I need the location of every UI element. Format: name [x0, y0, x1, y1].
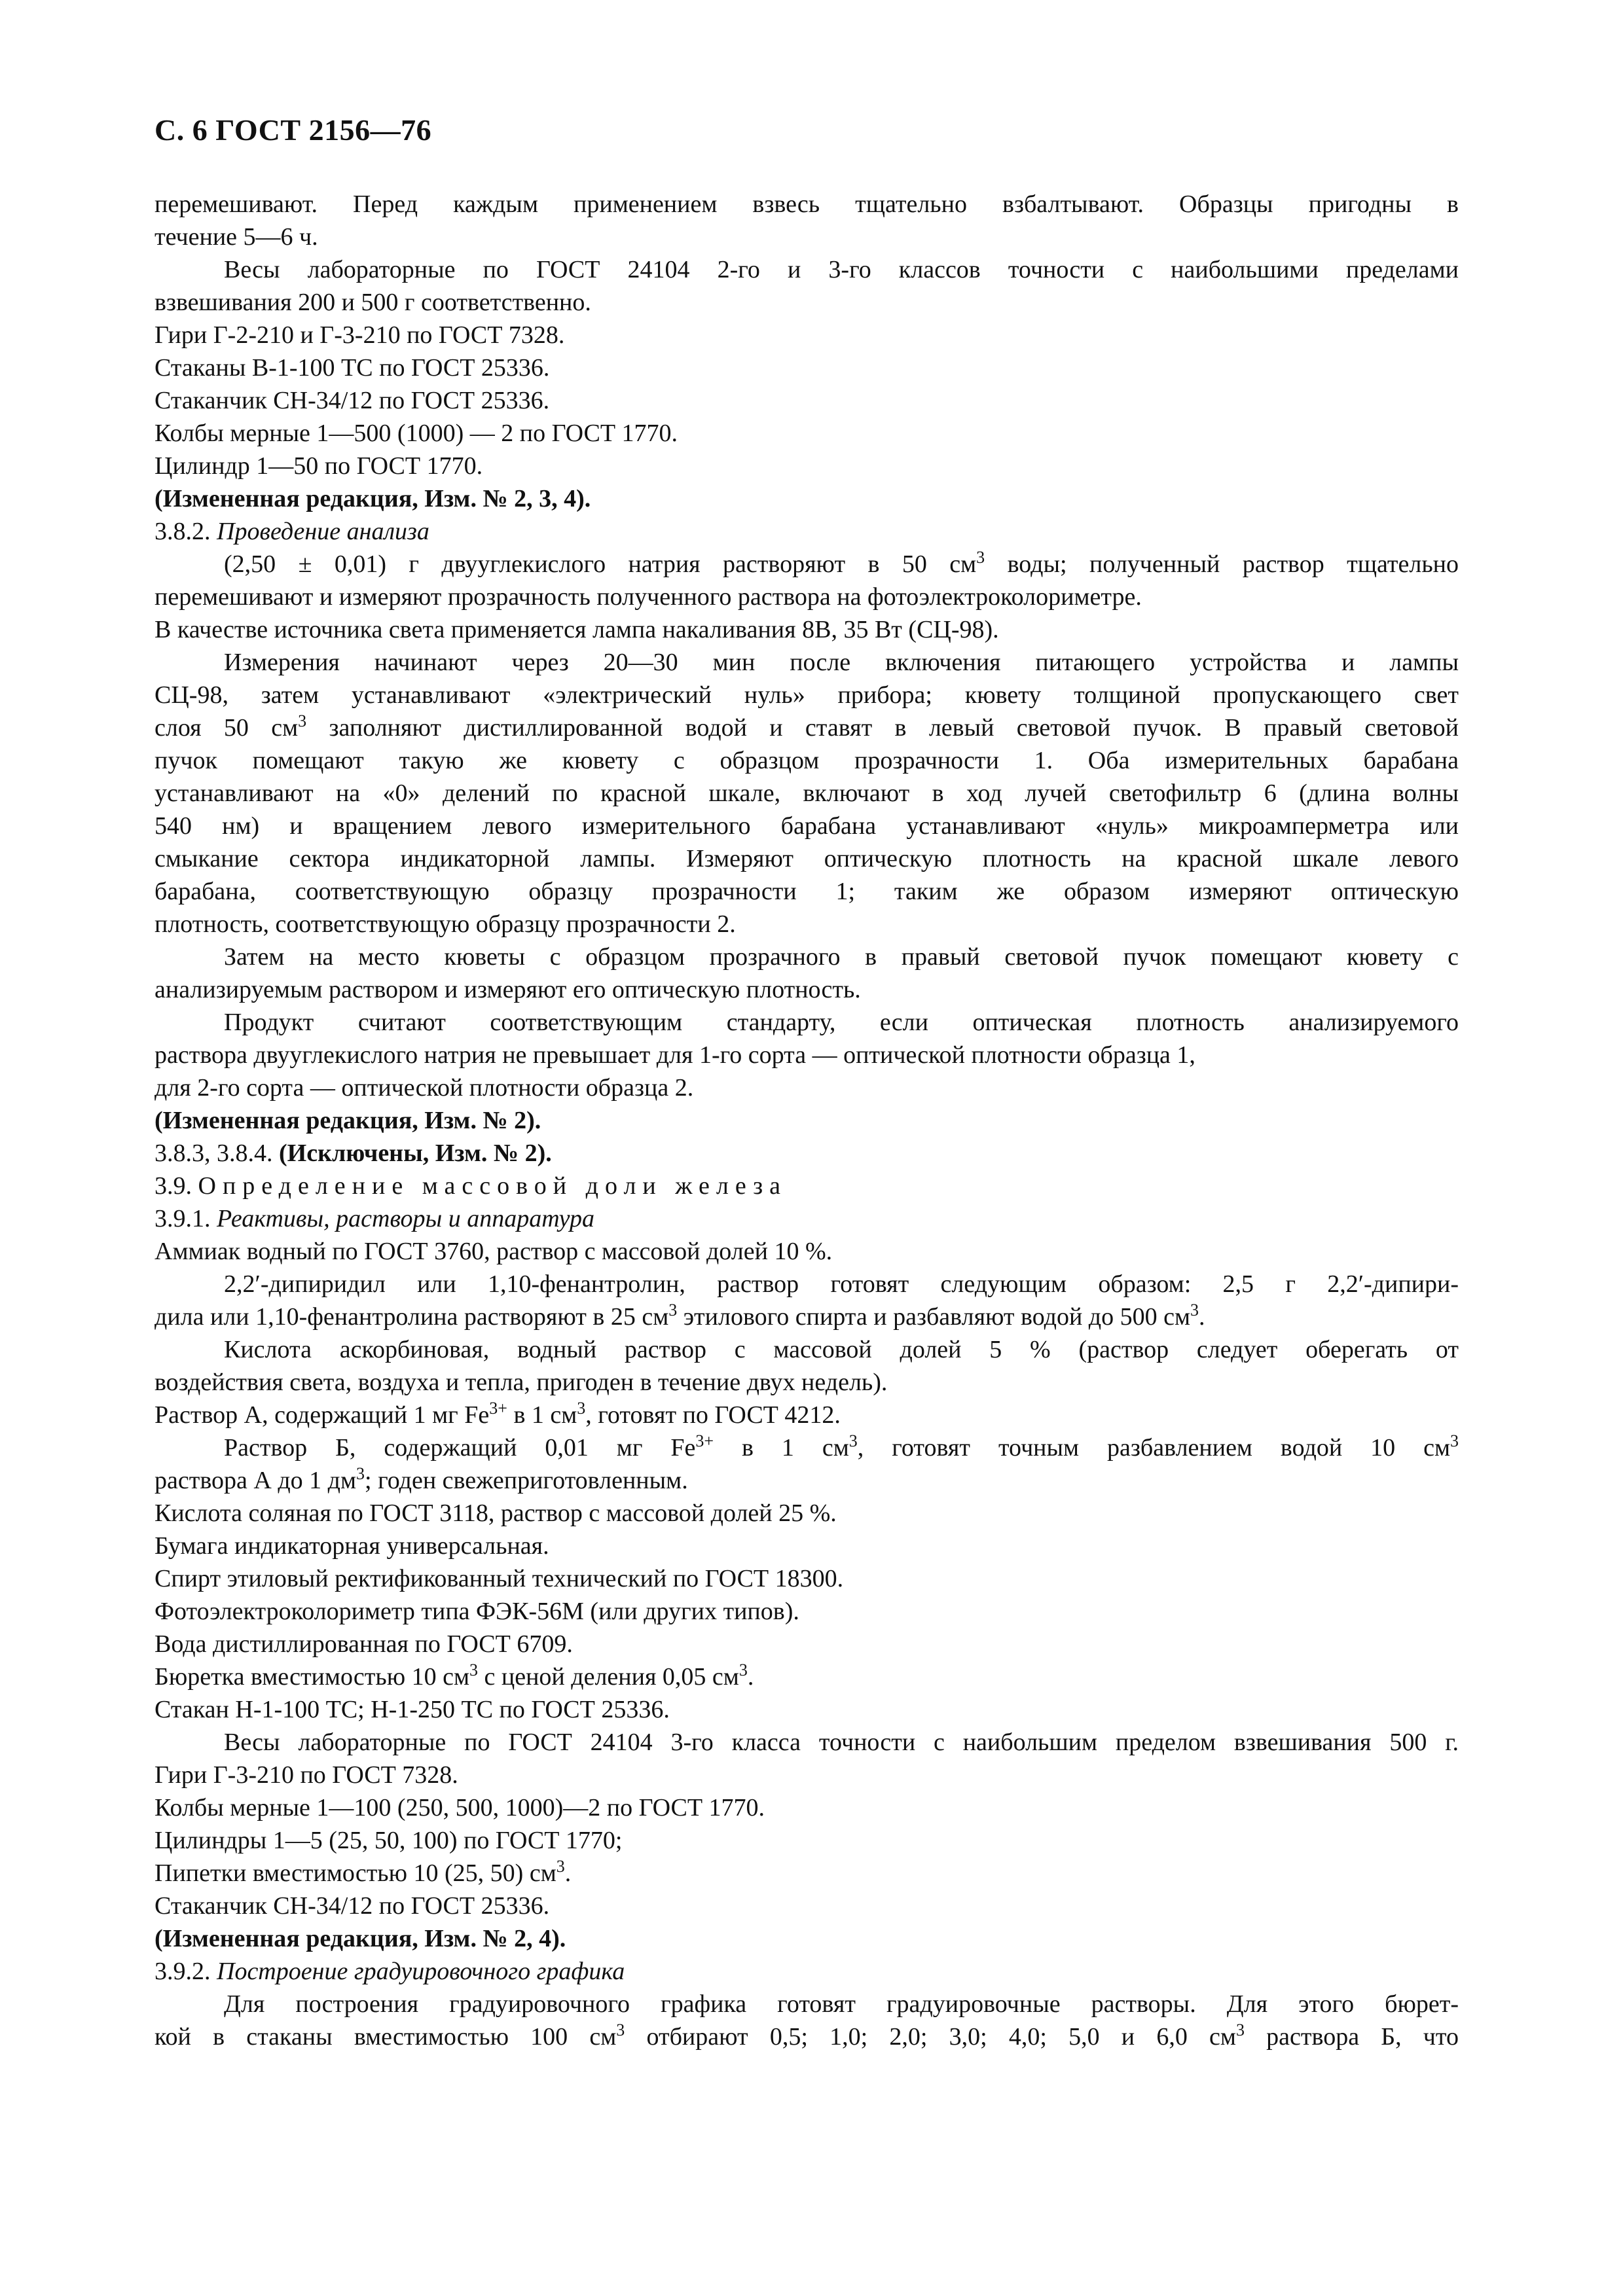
- text-line: [155, 1366, 1459, 1399]
- text-line: [155, 1137, 1459, 1170]
- text-line: [155, 1824, 1459, 1857]
- text-line: [155, 613, 1459, 646]
- text-run: (2,50 ± 0,01) г двууглекислого натрия растворяют в 50 см: [224, 550, 977, 578]
- text-run: заполняют дистиллированной водой и ставят в левый световой пучок. В правый световой: [306, 714, 1459, 742]
- text-line: [155, 744, 1459, 777]
- superscript: 3: [577, 1399, 586, 1418]
- text-run: перемешивают. Перед каждым применением взвесь тщательно взбалтывают. Образцы пригодны в: [155, 190, 1459, 218]
- text-line: [155, 581, 1459, 613]
- text-line: [155, 1628, 1459, 1660]
- text-run: 3.8.2.: [155, 518, 217, 545]
- text-line: [155, 1268, 1459, 1300]
- italic-heading: Построение градуировочного графика: [217, 1958, 625, 1985]
- text-line: [155, 1890, 1459, 1922]
- text-run: Спирт этиловый ректификованный технический по ГОСТ 18300.: [155, 1565, 844, 1592]
- text-run: раствора двууглекислого натрия не превышает для 1-го сорта — оптической плотности образца 1,: [155, 1041, 1195, 1069]
- text-line: [155, 1726, 1459, 1759]
- superscript: 3: [1450, 1431, 1459, 1450]
- text-run: дила или 1,10-фенантролина растворяют в 25 см: [155, 1303, 669, 1331]
- text-run: барабана, соответствующую образцу прозрачности 1; таким же образом измеряют оптическую: [155, 878, 1459, 905]
- text-line: [155, 384, 1459, 417]
- text-line: [155, 253, 1459, 286]
- text-line: [155, 1071, 1459, 1104]
- text-line: [155, 973, 1459, 1006]
- text-run: плотность, соответствующую образцу прозрачности 2.: [155, 910, 736, 938]
- text-line: [155, 810, 1459, 842]
- text-run: Стаканчик СН-34/12 по ГОСТ 25336.: [155, 1892, 550, 1920]
- spaced-heading: Определение массовой доли железа: [198, 1172, 788, 1200]
- text-line: [155, 1988, 1459, 2020]
- text-run: СЦ-98, затем устанавливают «электрический нуль» прибора; кювету толщиной пропускающего свет: [155, 681, 1459, 709]
- text-line: [155, 1497, 1459, 1530]
- text-run: Цилиндр 1—50 по ГОСТ 1770.: [155, 452, 483, 480]
- text-run: Бумага индикаторная универсальная.: [155, 1532, 549, 1560]
- text-run: Измерения начинают через 20—30 мин после включения питающего устройства и лампы: [224, 649, 1459, 676]
- superscript: 3: [556, 1857, 565, 1876]
- text-run: раствора Б, что: [1244, 2023, 1459, 2051]
- text-line: [155, 1595, 1459, 1628]
- text-line: [155, 1660, 1459, 1693]
- text-run: Пипетки вместимостью 10 (25, 50) см: [155, 1859, 556, 1887]
- italic-heading: Проведение анализа: [217, 518, 429, 545]
- text-line: [155, 188, 1459, 221]
- superscript: 3: [848, 1431, 858, 1450]
- bold-text: (Измененная редакция, Изм. № 2, 4).: [155, 1925, 566, 1952]
- bold-text: (Измененная редакция, Изм. № 2, 3, 4).: [155, 485, 591, 512]
- text-line: [155, 1039, 1459, 1071]
- text-line: [155, 908, 1459, 941]
- text-line: [155, 417, 1459, 450]
- text-run: этилового спирта и разбавляют водой до 500 см: [677, 1303, 1191, 1331]
- text-run: 3.8.3, 3.8.4.: [155, 1139, 279, 1167]
- text-run: Затем на место кюветы с образцом прозрачного в правый световой пучок помещают кювету с: [224, 943, 1459, 971]
- text-run: Весы лабораторные по ГОСТ 24104 3-го класса точности с наибольшим пределом взвешивания 500 г.: [224, 1729, 1459, 1756]
- superscript: 3+: [695, 1431, 714, 1450]
- text-line: [155, 875, 1459, 908]
- superscript: 3: [356, 1464, 365, 1483]
- superscript: 3: [1190, 1300, 1199, 1319]
- text-line: [155, 548, 1459, 581]
- text-line: [155, 1202, 1459, 1235]
- text-run: Гири Г-2-210 и Г-3-210 по ГОСТ 7328.: [155, 321, 565, 349]
- text-run: слоя 50 см: [155, 714, 299, 742]
- text-run: для 2-го сорта — оптической плотности образца 2.: [155, 1074, 694, 1102]
- superscript: 3: [976, 548, 985, 567]
- text-run: отбирают 0,5; 1,0; 2,0; 3,0; 4,0; 5,0 и 6,0 см: [625, 2023, 1236, 2051]
- text-run: Бюретка вместимостью 10 см: [155, 1663, 469, 1691]
- text-run: устанавливают на «0» делений по красной шкале, включают в ход лучей светофильтр 6 (длина волны: [155, 780, 1459, 807]
- text-run: Аммиак водный по ГОСТ 3760, раствор с массовой долей 10 %.: [155, 1238, 833, 1265]
- text-run: Цилиндры 1—5 (25, 50, 100) по ГОСТ 1770;: [155, 1827, 623, 1854]
- superscript: 3: [739, 1660, 748, 1679]
- text-line: [155, 1955, 1459, 1988]
- text-line: [155, 1170, 1459, 1202]
- text-run: анализируемым раствором и измеряют его оптическую плотность.: [155, 976, 861, 1003]
- superscript: 3: [668, 1300, 678, 1319]
- text-run: 2,2′-дипиридил или 1,10-фенантролин, раствор готовят следующим образом: 2,5 г 2,2′-дипири-: [224, 1270, 1459, 1298]
- superscript: 3: [298, 711, 307, 730]
- bold-text: (Измененная редакция, Изм. № 2).: [155, 1107, 541, 1134]
- text-run: Стакан Н-1-100 ТС; Н-1-250 ТС по ГОСТ 25336.: [155, 1696, 670, 1723]
- bold-text: (Исключены, Изм. № 2).: [279, 1139, 552, 1167]
- text-line: [155, 319, 1459, 351]
- text-run: , готовят по ГОСТ 4212.: [585, 1401, 841, 1429]
- text-line: [155, 1791, 1459, 1824]
- text-line: [155, 646, 1459, 679]
- text-run: течение 5—6 ч.: [155, 223, 318, 251]
- text-run: Кислота аскорбиновая, водный раствор с массовой долей 5 % (раствор следует оберегать от: [224, 1336, 1459, 1363]
- text-run: перемешивают и измеряют прозрачность полученного раствора на фотоэлектроколориметре.: [155, 583, 1142, 611]
- text-line: [155, 1562, 1459, 1595]
- document-body: [155, 188, 1459, 2053]
- text-run: Гири Г-3-210 по ГОСТ 7328.: [155, 1761, 458, 1789]
- text-run: Стаканы В-1-100 ТС по ГОСТ 25336.: [155, 354, 550, 382]
- text-run: 3.9.: [155, 1172, 198, 1200]
- text-run: Колбы мерные 1—100 (250, 500, 1000)—2 по ГОСТ 1770.: [155, 1794, 765, 1821]
- text-run: .: [747, 1663, 754, 1691]
- text-run: 3.9.2.: [155, 1958, 217, 1985]
- text-line: [155, 2020, 1459, 2053]
- text-run: кой в стаканы вместимостью 100 см: [155, 2023, 617, 2051]
- text-line: [155, 1333, 1459, 1366]
- text-run: Колбы мерные 1—500 (1000) — 2 по ГОСТ 1770.: [155, 420, 678, 447]
- text-line: [155, 777, 1459, 810]
- text-line: [155, 1300, 1459, 1333]
- text-run: , готовят точным разбавлением водой 10 см: [857, 1434, 1451, 1462]
- text-run: Раствор Б, содержащий 0,01 мг Fe: [224, 1434, 696, 1462]
- text-line: [155, 679, 1459, 711]
- text-run: Кислота соляная по ГОСТ 3118, раствор с массовой долей 25 %.: [155, 1499, 837, 1527]
- text-line: [155, 1693, 1459, 1726]
- text-line: [155, 286, 1459, 319]
- text-line: [155, 515, 1459, 548]
- text-run: взвешивания 200 и 500 г соответственно.: [155, 289, 591, 316]
- text-line: [155, 1431, 1459, 1464]
- text-line: [155, 1399, 1459, 1431]
- text-line: [155, 450, 1459, 482]
- text-run: Вода дистиллированная по ГОСТ 6709.: [155, 1630, 573, 1658]
- text-line: [155, 351, 1459, 384]
- text-run: в 1 см: [714, 1434, 849, 1462]
- text-line: [155, 941, 1459, 973]
- text-run: Весы лабораторные по ГОСТ 24104 2-го и 3-го классов точности с наибольшими пределами: [224, 256, 1459, 283]
- text-run: Раствор А, содержащий 1 мг Fe: [155, 1401, 490, 1429]
- text-line: [155, 1922, 1459, 1955]
- text-run: Для построения градуировочного графика готовят градуировочные растворы. Для этого бюрет-: [224, 1990, 1459, 2018]
- text-run: смыкание сектора индикаторной лампы. Измеряют оптическую плотность на красной шкале левого: [155, 845, 1459, 872]
- text-run: 540 нм) и вращением левого измерительного барабана устанавливают «нуль» микроамперметра или: [155, 812, 1459, 840]
- page-header: С. 6 ГОСТ 2156—76: [155, 113, 432, 147]
- text-run: воды; полученный раствор тщательно: [985, 550, 1459, 578]
- superscript: 3: [616, 2020, 625, 2039]
- superscript: 3: [1235, 2020, 1245, 2039]
- text-line: [155, 711, 1459, 744]
- text-run: с ценой деления 0,05 см: [478, 1663, 739, 1691]
- text-line: [155, 221, 1459, 253]
- text-line: [155, 482, 1459, 515]
- superscript: 3: [469, 1660, 478, 1679]
- text-run: .: [564, 1859, 572, 1887]
- text-run: В качестве источника света применяется лампа накаливания 8В, 35 Вт (СЦ-98).: [155, 616, 999, 643]
- text-run: ; годен свежеприготовленным.: [365, 1467, 688, 1494]
- text-line: [155, 1857, 1459, 1890]
- text-line: [155, 1006, 1459, 1039]
- text-run: в 1 см: [507, 1401, 577, 1429]
- text-run: раствора А до 1 дм: [155, 1467, 357, 1494]
- text-line: [155, 1759, 1459, 1791]
- text-line: [155, 1235, 1459, 1268]
- text-run: Продукт считают соответствующим стандарту, если оптическая плотность анализируемого: [224, 1009, 1459, 1036]
- text-run: Стаканчик СН-34/12 по ГОСТ 25336.: [155, 387, 550, 414]
- text-line: [155, 1464, 1459, 1497]
- text-line: [155, 842, 1459, 875]
- text-run: 3.9.1.: [155, 1205, 217, 1232]
- superscript: 3+: [489, 1399, 507, 1418]
- italic-heading: Реактивы, растворы и аппаратура: [217, 1205, 595, 1232]
- text-run: пучок помещают такую же кювету с образцом прозрачности 1. Оба измерительных барабана: [155, 747, 1459, 774]
- text-line: [155, 1530, 1459, 1562]
- text-run: .: [1199, 1303, 1205, 1331]
- text-run: Фотоэлектроколориметр типа ФЭК-56М (или других типов).: [155, 1598, 799, 1625]
- text-run: воздействия света, воздуха и тепла, пригоден в течение двух недель).: [155, 1369, 888, 1396]
- text-line: [155, 1104, 1459, 1137]
